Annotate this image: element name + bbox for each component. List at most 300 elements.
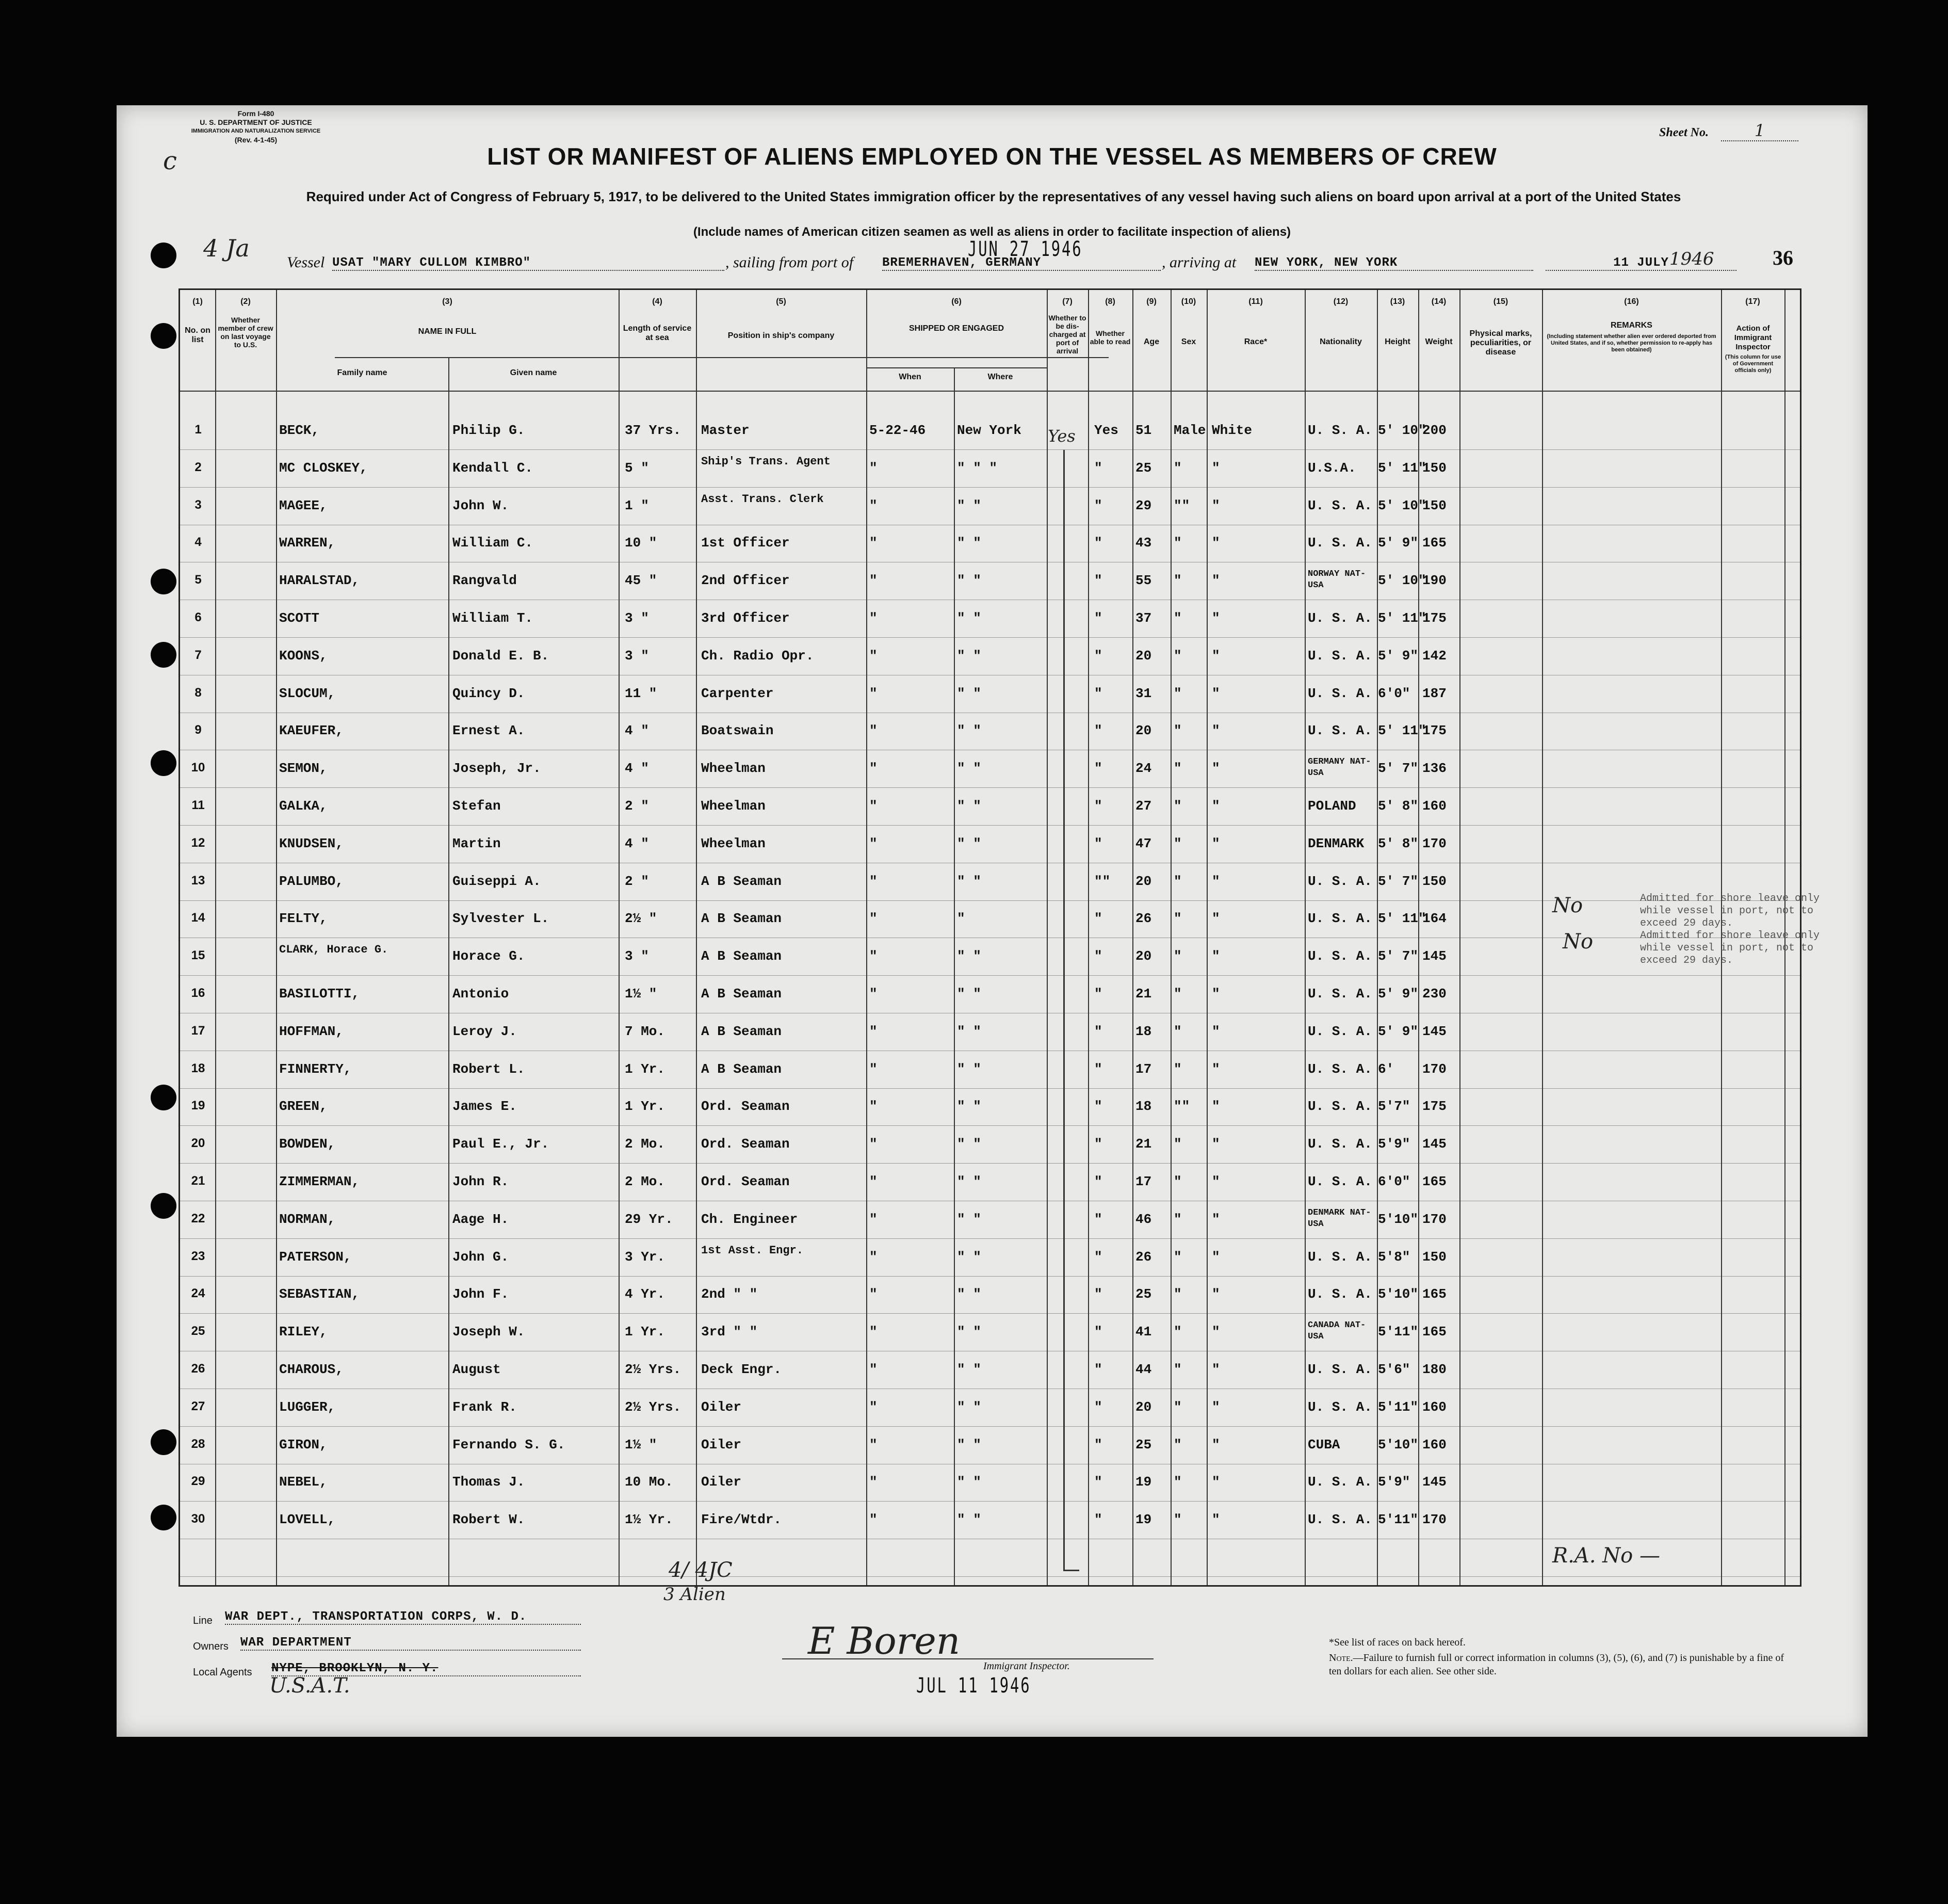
race-cell: " (1212, 723, 1220, 739)
sex-cell: " (1174, 723, 1182, 739)
able-to-read-cell: " (1094, 1474, 1102, 1490)
given-name-cell: Joseph, Jr. (452, 761, 541, 777)
sex-cell: " (1174, 1061, 1182, 1077)
weight-cell: 145 (1422, 948, 1447, 964)
ruled-line (180, 1163, 1800, 1164)
family-name-cell: KNUDSEN, (279, 835, 344, 851)
punch-hole (151, 1193, 176, 1219)
weight-cell: 145 (1422, 1136, 1447, 1152)
service-length-cell: 10 Mo. (625, 1474, 673, 1490)
shipped-where-cell: " " (957, 835, 981, 851)
given-name-cell: William T. (452, 610, 533, 626)
form-id-block (178, 109, 333, 144)
nationality-cell: U. S. A. (1308, 1399, 1372, 1415)
shipped-when-cell: " (869, 1286, 878, 1302)
height-cell: 5' 9" (1378, 986, 1419, 1002)
col-number-8: (8) (1105, 297, 1115, 306)
family-name-cell: FELTY, (279, 911, 328, 927)
row-number: 8 (194, 685, 202, 700)
shipped-where-cell: " " (957, 1023, 981, 1039)
row-number: 13 (191, 873, 205, 888)
sheet-no-value: 1 (1721, 121, 1798, 141)
weight-cell: 165 (1422, 1324, 1447, 1340)
position-cell: Wheelman (701, 761, 766, 777)
arrival-year: 1946 (1669, 249, 1714, 269)
height-cell: 5'8" (1378, 1249, 1410, 1265)
race-cell: " (1212, 610, 1220, 626)
ruled-line (180, 1313, 1800, 1314)
service-length-cell: 2 " (625, 873, 649, 889)
height-cell: 5'11" (1378, 1399, 1419, 1415)
race-cell: " (1212, 1174, 1220, 1189)
race-cell: " (1212, 1437, 1220, 1453)
weight-cell: 165 (1422, 1286, 1447, 1302)
position-cell: Wheelman (701, 798, 766, 814)
row-number: 25 (191, 1324, 205, 1338)
nationality-cell: POLAND (1308, 798, 1356, 814)
header-given-name: Given name (510, 368, 557, 377)
able-to-read-cell: " (1094, 1136, 1102, 1152)
header-family-name: Family name (337, 368, 387, 377)
given-name-cell: James E. (452, 1099, 517, 1115)
nationality-cell: U. S. A. (1308, 1174, 1372, 1189)
family-name-cell: SEBASTIAN, (279, 1286, 360, 1302)
nationality-cell: U. S. A. (1308, 610, 1372, 626)
age-cell: 19 (1135, 1512, 1152, 1528)
given-name-cell: Quincy D. (452, 685, 525, 701)
family-name-cell: WARREN, (279, 535, 336, 551)
height-cell: 6'0" (1378, 1174, 1410, 1189)
able-to-read-cell: "" (1094, 873, 1111, 889)
service-length-cell: 1 Yr. (625, 1061, 665, 1077)
service-length-cell: 3 Yr. (625, 1249, 665, 1265)
weight-cell: 150 (1422, 873, 1447, 889)
shipped-when-cell: " (869, 1023, 878, 1039)
row-number: 29 (191, 1474, 205, 1489)
shipped-where-cell: New York (957, 423, 1021, 438)
service-length-cell: 1½ " (625, 1437, 657, 1453)
department-name: U. S. DEPARTMENT OF JUSTICE (200, 118, 312, 126)
height-cell: 5' 8" (1378, 835, 1419, 851)
service-length-cell: 11 " (625, 685, 657, 701)
position-cell: Ord. Seaman (701, 1174, 790, 1189)
shipped-when-cell: " (869, 1249, 878, 1265)
owners-value: WAR DEPARTMENT (240, 1636, 581, 1651)
row-number: 21 (191, 1174, 205, 1188)
line-label: Line (193, 1615, 213, 1626)
nationality-cell: U. S. A. (1308, 873, 1372, 889)
nationality-cell: U. S. A. (1308, 911, 1372, 927)
able-to-read-cell: " (1094, 835, 1102, 851)
able-to-read-cell: " (1094, 610, 1102, 626)
row-number: 3 (194, 497, 202, 512)
shipped-when-cell: " (869, 573, 878, 589)
shipped-where-cell: " " (957, 1099, 981, 1115)
sex-cell: " (1174, 685, 1182, 701)
race-cell: " (1212, 1512, 1220, 1528)
given-name-cell: Leroy J. (452, 1023, 517, 1039)
nationality-cell: NORWAY NAT-USA (1308, 569, 1366, 591)
sex-cell: " (1174, 1399, 1182, 1415)
given-name-cell: Joseph W. (452, 1324, 525, 1340)
col-number-6: (6) (951, 297, 962, 306)
race-cell: " (1212, 1099, 1220, 1115)
shipped-when-cell: " (869, 685, 878, 701)
family-name-cell: BOWDEN, (279, 1136, 336, 1152)
race-cell: " (1212, 460, 1220, 476)
col-number-3: (3) (442, 297, 452, 306)
punch-hole (151, 750, 176, 776)
service-length-cell: 2 " (625, 798, 649, 814)
height-cell: 5'6" (1378, 1362, 1410, 1377)
age-cell: 21 (1135, 1136, 1152, 1152)
height-cell: 5'11" (1378, 1324, 1419, 1340)
family-name-cell: LOVELL, (279, 1512, 336, 1528)
header-action: Action of Immigrant Inspector (1734, 324, 1772, 351)
received-stamp: JUN 27 1946 (968, 237, 1083, 261)
ruled-line (180, 487, 1800, 488)
age-cell: 46 (1135, 1211, 1152, 1227)
given-name-cell: John R. (452, 1174, 509, 1189)
given-name-cell: Ernest A. (452, 723, 525, 739)
ruled-line (180, 1238, 1800, 1239)
header-height: Height (1385, 337, 1410, 346)
race-cell: " (1212, 835, 1220, 851)
shipped-when-cell: " (869, 1399, 878, 1415)
service-length-cell: 2 Mo. (625, 1174, 665, 1189)
race-cell: " (1212, 911, 1220, 927)
service-length-cell: 3 " (625, 948, 649, 964)
col-number-15: (15) (1493, 297, 1508, 306)
form-revision: (Rev. 4-1-45) (234, 136, 278, 144)
header-name-in-full: NAME IN FULL (418, 327, 477, 336)
races-note: *See list of races on back hereof. (1329, 1637, 1466, 1648)
nationality-cell: U. S. A. (1308, 535, 1372, 551)
position-cell: Carpenter (701, 685, 774, 701)
height-cell: 5' 9" (1378, 535, 1419, 551)
nationality-cell: U. S. A. (1308, 1512, 1372, 1528)
able-to-read-cell: " (1094, 986, 1102, 1002)
service-length-cell: 1 Yr. (625, 1099, 665, 1115)
sex-cell: " (1174, 535, 1182, 551)
sex-cell: " (1174, 835, 1182, 851)
nationality-cell: U. S. A. (1308, 423, 1372, 438)
position-cell: A B Seaman (701, 873, 782, 889)
position-cell: Ord. Seaman (701, 1136, 790, 1152)
given-name-cell: William C. (452, 535, 533, 551)
race-cell: " (1212, 535, 1220, 551)
age-cell: 47 (1135, 835, 1152, 851)
row-number: 19 (191, 1099, 205, 1113)
family-name-cell: PATERSON, (279, 1249, 352, 1265)
age-cell: 19 (1135, 1474, 1152, 1490)
header-sex: Sex (1181, 337, 1196, 346)
handwritten-remark-ra: R.A. No — (1552, 1544, 1660, 1568)
given-name-cell: Horace G. (452, 948, 525, 964)
position-cell: Deck Engr. (701, 1362, 782, 1377)
race-cell: " (1212, 1023, 1220, 1039)
race-cell: " (1212, 948, 1220, 964)
sex-cell: " (1174, 911, 1182, 927)
ruled-line (180, 1125, 1800, 1126)
handwritten-usat: U.S.A.T. (269, 1674, 350, 1698)
row-number: 22 (191, 1211, 205, 1225)
sex-cell: " (1174, 1136, 1182, 1152)
race-cell: " (1212, 798, 1220, 814)
ruled-line (180, 787, 1800, 788)
family-name-cell: GREEN, (279, 1099, 328, 1115)
row-number: 24 (191, 1286, 205, 1301)
race-cell: " (1212, 986, 1220, 1002)
weight-cell: 160 (1422, 798, 1447, 814)
nationality-cell: U. S. A. (1308, 1136, 1372, 1152)
inspector-label: Immigrant Inspector. (983, 1660, 1070, 1672)
able-to-read-cell: " (1094, 798, 1102, 814)
able-to-read-cell: " (1094, 1362, 1102, 1377)
shipped-where-cell: " " (957, 1362, 981, 1377)
height-cell: 5' 7" (1378, 873, 1419, 889)
family-name-cell: NEBEL, (279, 1474, 328, 1490)
age-cell: 20 (1135, 873, 1152, 889)
shipped-where-cell: " " (957, 1399, 981, 1415)
height-cell: 5'7" (1378, 1099, 1410, 1115)
nationality-cell: U. S. A. (1308, 1286, 1372, 1302)
handwritten-count-1: 4/ 4JC (669, 1558, 733, 1582)
shipped-where-cell: " " (957, 1249, 981, 1265)
sex-cell: " (1174, 1474, 1182, 1490)
shipped-where-cell: " " (957, 610, 981, 626)
col-number-10: (10) (1181, 297, 1196, 306)
shipped-where-cell: " " (957, 497, 981, 513)
race-cell: " (1212, 1474, 1220, 1490)
sex-cell: " (1174, 986, 1182, 1002)
weight-cell: 165 (1422, 1174, 1447, 1189)
given-name-cell: Guiseppi A. (452, 873, 541, 889)
line-value: WAR DEPT., TRANSPORTATION CORPS, W. D. (225, 1610, 581, 1625)
header-race: Race* (1244, 337, 1268, 346)
family-name-cell: PALUMBO, (279, 873, 344, 889)
note-text: —Failure to furnish full or correct information in columns (3), (5), (6), and (7) is punishable by a fine of ten dollars for each alien. See other side. (1329, 1652, 1784, 1677)
row-number: 7 (194, 648, 202, 662)
height-cell: 6'0" (1378, 685, 1410, 701)
age-cell: 41 (1135, 1324, 1152, 1340)
height-cell: 5' 11" (1378, 460, 1426, 476)
manifest-sheet (117, 105, 1868, 1737)
family-name-cell: HARALSTAD, (279, 573, 360, 589)
header-position: Position in ship's company (727, 331, 835, 340)
age-cell: 24 (1135, 761, 1152, 777)
shipped-where-cell: " " (957, 1061, 981, 1077)
able-to-read-cell: " (1094, 1512, 1102, 1528)
arrival-date: 11 JULY (1546, 256, 1736, 271)
height-cell: 5'10" (1378, 1211, 1419, 1227)
able-to-read-cell: " (1094, 1399, 1102, 1415)
family-name-cell: KAEUFER, (279, 723, 344, 739)
position-cell: 1st Officer (701, 535, 790, 551)
height-cell: 5' 10" (1378, 423, 1426, 438)
nationality-cell: GERMANY NAT-USA (1308, 757, 1371, 779)
nationality-cell: U. S. A. (1308, 1474, 1372, 1490)
ruled-line (180, 637, 1800, 638)
shipped-where-cell: " " (957, 798, 981, 814)
position-cell: Oiler (701, 1399, 742, 1415)
page-number: 36 (1773, 246, 1793, 269)
nationality-cell: CANADA NAT-USA (1308, 1320, 1366, 1342)
col-number-13: (13) (1390, 297, 1405, 306)
shipped-where-cell: " " (957, 1474, 981, 1490)
family-name-cell: KOONS, (279, 648, 328, 664)
weight-cell: 230 (1422, 986, 1447, 1002)
shipped-when-cell: " (869, 911, 878, 927)
sex-cell: " (1174, 1174, 1182, 1189)
nationality-cell: U. S. A. (1308, 497, 1372, 513)
col-number-16: (16) (1624, 297, 1639, 306)
row-number: 11 (191, 798, 205, 812)
position-cell: A B Seaman (701, 986, 782, 1002)
family-name-cell: MC CLOSKEY, (279, 460, 368, 476)
family-name-cell: MAGEE, (279, 497, 328, 513)
service-length-cell: 5 " (625, 460, 649, 476)
given-name-cell: Fernando S. G. (452, 1437, 565, 1453)
punch-hole (151, 642, 176, 668)
sex-cell: " (1174, 1512, 1182, 1528)
weight-cell: 150 (1422, 460, 1447, 476)
height-cell: 5' 9" (1378, 648, 1419, 664)
race-cell: " (1212, 1061, 1220, 1077)
service-length-cell: 1½ Yr. (625, 1512, 673, 1528)
shipped-when-cell: " (869, 497, 878, 513)
ruled-line (180, 1088, 1800, 1089)
shipped-where-cell: " " (957, 873, 981, 889)
age-cell: 20 (1135, 723, 1152, 739)
position-cell: 3rd Officer (701, 610, 790, 626)
weight-cell: 164 (1422, 911, 1447, 927)
weight-cell: 170 (1422, 1512, 1447, 1528)
ruled-line (180, 975, 1800, 976)
weight-cell: 175 (1422, 1099, 1447, 1115)
height-cell: 5' 9" (1378, 1023, 1419, 1039)
able-to-read-cell: " (1094, 1099, 1102, 1115)
age-cell: 21 (1135, 986, 1152, 1002)
col-number-4: (4) (652, 297, 662, 306)
given-name-cell: Thomas J. (452, 1474, 525, 1490)
sex-cell: " (1174, 648, 1182, 664)
able-to-read-cell: " (1094, 1249, 1102, 1265)
port-from: BREMERHAVEN, GERMANY (882, 256, 1161, 271)
family-name-cell: CLARK, Horace G. (279, 943, 388, 957)
shipped-when-cell: " (869, 835, 878, 851)
family-name-cell: FINNERTY, (279, 1061, 352, 1077)
age-cell: 25 (1135, 1437, 1152, 1453)
position-cell: Wheelman (701, 835, 766, 851)
col-number-14: (14) (1431, 297, 1447, 306)
shipped-when-cell: " (869, 1437, 878, 1453)
handwritten-discharged-yes: Yes (1048, 426, 1076, 446)
sex-cell: " (1174, 1211, 1182, 1227)
sex-cell: " (1174, 1324, 1182, 1340)
position-cell: 2nd " " (701, 1286, 758, 1302)
ruled-line (180, 1276, 1800, 1277)
shipped-where-cell: " " " (957, 460, 998, 476)
nationality-cell: U. S. A. (1308, 1362, 1372, 1377)
shipped-when-cell: " (869, 1061, 878, 1077)
service-length-cell: 4 " (625, 835, 649, 851)
position-cell: A B Seaman (701, 911, 782, 927)
nationality-cell: DENMARK NAT-USA (1308, 1207, 1371, 1229)
col-number-12: (12) (1333, 297, 1349, 306)
shipped-when-cell: " (869, 1474, 878, 1490)
height-cell: 6' (1378, 1061, 1394, 1077)
shipped-when-cell: " (869, 1211, 878, 1227)
age-cell: 18 (1135, 1023, 1152, 1039)
height-cell: 5'10" (1378, 1437, 1419, 1453)
given-name-cell: Robert L. (452, 1061, 525, 1077)
service-length-cell: 45 " (625, 573, 657, 589)
weight-cell: 160 (1422, 1399, 1447, 1415)
row-number: 6 (194, 610, 202, 624)
fine-note (1329, 1651, 1793, 1678)
sex-cell: " (1174, 1023, 1182, 1039)
ruled-line (180, 825, 1800, 826)
shipped-when-cell: " (869, 460, 878, 476)
nationality-cell: U. S. A. (1308, 1023, 1372, 1039)
height-cell: 5' 11" (1378, 610, 1426, 626)
ruled-line (180, 1426, 1800, 1427)
service-length-cell: 2 Mo. (625, 1136, 665, 1152)
row-number: 27 (191, 1399, 205, 1413)
shipped-when-cell: 5-22-46 (869, 423, 926, 438)
weight-cell: 142 (1422, 648, 1447, 664)
given-name-cell: John F. (452, 1286, 509, 1302)
age-cell: 51 (1135, 423, 1152, 438)
nationality-cell: CUBA (1308, 1437, 1340, 1453)
shipped-when-cell: " (869, 798, 878, 814)
handwritten-remark-no-1: No (1552, 894, 1583, 917)
race-cell: " (1212, 1399, 1220, 1415)
position-cell: Ship's Trans. Agent (701, 455, 831, 468)
race-cell: " (1212, 1286, 1220, 1302)
shipped-when-cell: " (869, 1512, 878, 1528)
handwritten-c: c (163, 147, 177, 175)
sex-cell: " (1174, 610, 1182, 626)
row-number: 5 (194, 573, 202, 587)
remark-row-11: Admitted for shore leave only while vessel in port, not to exceed 29 days. (1640, 893, 1820, 929)
height-cell: 5'10" (1378, 1286, 1419, 1302)
nationality-cell: U. S. A. (1308, 685, 1372, 701)
height-cell: 5' 8" (1378, 798, 1419, 814)
header-age: Age (1143, 337, 1160, 346)
service-length-cell: 3 " (625, 610, 649, 626)
service-length-cell: 1 " (625, 497, 649, 513)
vessel-label: Vessel (287, 254, 325, 271)
given-name-cell: Stefan (452, 798, 501, 814)
row-number: 16 (191, 986, 205, 1000)
able-to-read-cell: " (1094, 761, 1102, 777)
sex-cell: " (1174, 873, 1182, 889)
shipped-when-cell: " (869, 1324, 878, 1340)
punch-hole (151, 323, 176, 349)
age-cell: 26 (1135, 1249, 1152, 1265)
nationality-cell: U. S. A. (1308, 723, 1372, 739)
weight-cell: 187 (1422, 685, 1447, 701)
age-cell: 25 (1135, 460, 1152, 476)
family-name-cell: SLOCUM, (279, 685, 336, 701)
discharged-ditto-bracket (1063, 450, 1079, 1571)
height-cell: 5' 10" (1378, 573, 1426, 589)
age-cell: 20 (1135, 1399, 1152, 1415)
row-number: 17 (191, 1023, 205, 1038)
shipped-when-cell: " (869, 986, 878, 1002)
